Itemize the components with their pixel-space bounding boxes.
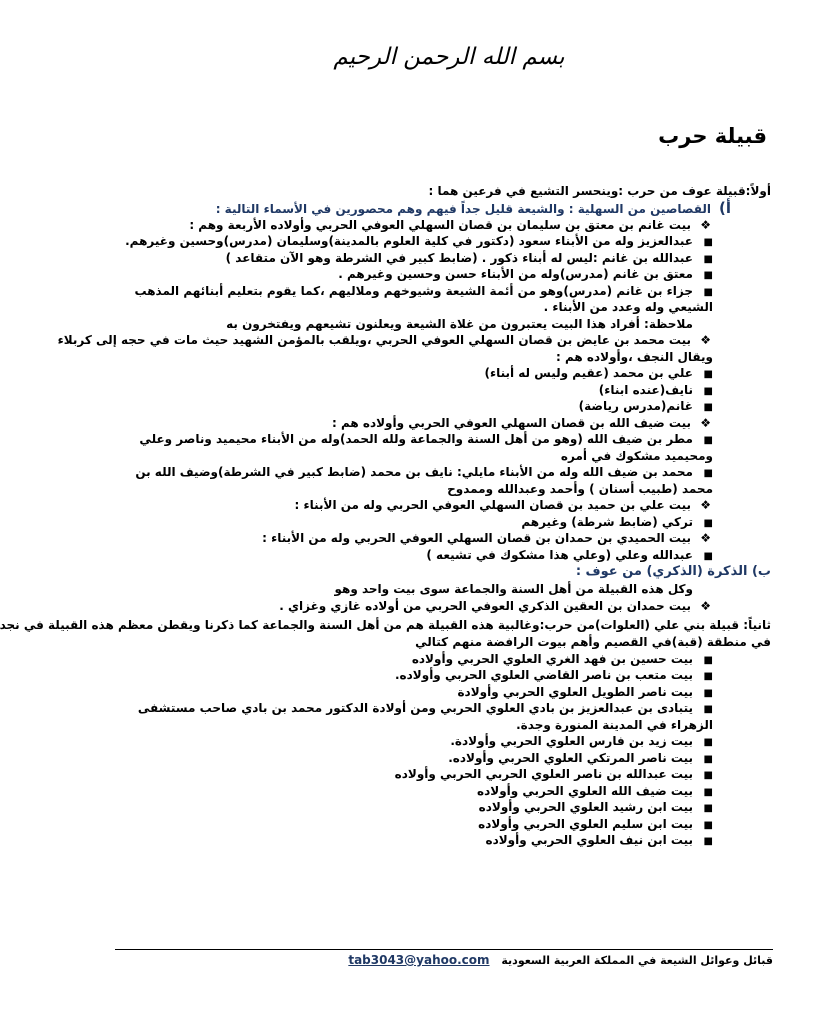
text-line — [125, 431, 771, 448]
square-bullet-icon: ■ — [703, 704, 713, 715]
line-text: في منطقة (قبة)في القصيم وأهم بيوت الرافضة منهم كتالي — [415, 635, 771, 649]
square-bullet-icon: ■ — [703, 819, 713, 831]
text-line — [125, 200, 771, 217]
text-line — [125, 816, 771, 833]
line-text: جزاء بن غانم (مدرس)وهو من أئمة الشيعة وشيوخهم وملاليهم ،كما يقوم بتعليم أبنائهم المذهب — [134, 283, 693, 298]
square-bullet-icon: ■ — [703, 253, 713, 265]
line-text: بيت ضيف الله العلوي الحربي وأولاده — [477, 783, 693, 798]
square-bullet-icon: ■ — [703, 468, 713, 479]
square-bullet-icon: ■ — [703, 671, 713, 682]
line-text: نايف(عنده ابناء) — [598, 382, 693, 397]
square-bullet-icon: ■ — [703, 836, 713, 847]
square-bullet-icon: ■ — [703, 385, 713, 397]
text-line — [125, 481, 771, 498]
line-text: بيت ناصر الطويل العلوي الحربي وأولادة — [457, 684, 693, 699]
line-text: عبدالله وعلي (وعلي هذا مشكوك في تشيعه ) — [426, 547, 693, 562]
text-line — [125, 464, 771, 481]
line-text: محمد بن ضيف الله وله من الأبناء مايلي: نايف بن محمد (ضابط كبير في الشرطة)وضيف الله بن — [135, 465, 693, 479]
text-line — [125, 365, 771, 382]
square-bullet-icon: ■ — [703, 402, 713, 413]
line-text: ثانياً: قبيلة بني علي (العلوات)من حرب:وغالبية هذه القبيلة هم من أهل السنة والجماعة كما ذكرنا ويقطن معظم هذه القبيلة في نجد — [0, 618, 771, 632]
text-line — [125, 448, 771, 465]
line-text: عبدالله بن غانم :ليس له أبناء ذكور . (ضابط كبير في الشرطة وهو الآن متقاعد ) — [225, 250, 693, 265]
text-line — [125, 233, 771, 250]
line-text: بيت محمد بن عايض بن قصان السهلي العوفي الحربي ،ويلقب بالمؤمن الشهيد حيث مات في حجه إلى كربلاء — [57, 333, 691, 347]
square-bullet-icon: ■ — [703, 687, 713, 699]
text-line — [125, 684, 771, 701]
text-line — [125, 217, 771, 234]
text-line — [125, 750, 771, 767]
footer-email-link[interactable]: tab3043@yahoo.com — [348, 953, 490, 967]
diamond-bullet-icon: ❖ — [700, 531, 711, 545]
square-bullet-icon: ■ — [703, 270, 713, 281]
line-text: بيت ابن رشيد العلوي الحربي وأولاده — [478, 800, 693, 814]
line-text: تركي (ضابط شرطة) وغيرهم — [521, 514, 693, 529]
square-bullet-icon: ■ — [703, 753, 713, 765]
basmala-heading: بسم الله الرحمن الرحيم — [333, 44, 565, 70]
diamond-bullet-icon: ❖ — [700, 598, 711, 613]
line-text: بيت متعب بن ناصر القاضي العلوي الحربي وأولاده. — [395, 668, 693, 682]
line-text: ب) الذكرة (الذكري) من عوف : — [575, 564, 771, 579]
text-line — [125, 832, 771, 849]
line-text: غانم(مدرس رياضة) — [578, 399, 693, 413]
footer-text: قبائل وعوائل الشيعة في المملكة العربية السعودية — [501, 954, 773, 967]
text-line — [125, 299, 771, 316]
text-line — [125, 783, 771, 800]
line-text: ومحيميد مشكوك في أمره — [560, 448, 713, 463]
line-text: بيت عبدالله بن ناصر العلوي الحربي الحربي وأولاده — [394, 767, 693, 781]
line-text: الزهراء في المدينة المنورة وجدة. — [516, 717, 713, 732]
line-text: مطر بن ضيف الله (وهو من أهل السنة والجماعة ولله الحمد)وله من الأبناء محيميد وناصر وعلي — [139, 432, 693, 446]
square-bullet-icon: ■ — [703, 435, 713, 446]
diamond-bullet-icon: ❖ — [700, 333, 711, 347]
line-text: بيت غانم بن معتق بن سليمان بن قصان السهلي العوفي الحربي وأولاده الأربعة وهم : — [189, 217, 691, 232]
text-line — [125, 799, 771, 816]
text-line — [125, 514, 771, 531]
text-line — [125, 382, 771, 399]
text-line — [125, 598, 771, 615]
square-bullet-icon: ■ — [703, 550, 713, 562]
line-text: بيت ابن نيف العلوي الحربي وأولاده — [485, 833, 693, 847]
line-text: يتبادى بن عبدالعزيز بن بادي العلوي الحربي ومن أولادة الدكتور محمد بن بادي صاحب مستشفى — [137, 701, 693, 715]
text-line — [125, 316, 771, 333]
document-body — [0, 180, 771, 849]
text-line — [125, 766, 771, 783]
text-line — [125, 733, 771, 750]
line-text: علي بن محمد (عقيم وليس له أبناء) — [484, 366, 693, 380]
line-text: بيت ابن سليم العلوي الحربي وأولاده — [478, 816, 693, 831]
text-line — [125, 283, 771, 300]
line-text: بيت ناصر المرتكي العلوي الحربي وأولاده. — [448, 750, 693, 765]
line-text: بيت زيد بن فارس العلوي الحربي وأولادة. — [450, 734, 693, 748]
line-text: بيت علي بن حميد بن قصان السهلي العوفي الحربي وله من الأبناء : — [294, 498, 691, 512]
line-text: أولاً:قبيلة عوف من حرب :وينحسر التشيع في فرعين هما : — [428, 184, 771, 198]
text-line — [125, 563, 771, 581]
text-line — [125, 398, 771, 415]
text-line — [125, 667, 771, 684]
line-text: ملاحظة: أفراد هذا البيت يعتبرون من غلاة الشيعة ويعلنون تشيعهم ويفتخرون به — [226, 316, 693, 331]
line-text: وكل هذه القبيلة من أهل السنة والجماعة سوى بيت واحد وهو — [334, 582, 693, 596]
line-text: محمد (طبيب أسنان ) وأحمد وعبدالله وممدوح — [447, 481, 713, 496]
line-text: معتق بن غانم (مدرس)وله من الأبناء حسن وحسين وغيرهم . — [338, 267, 693, 281]
square-bullet-icon: ■ — [703, 369, 713, 380]
text-line — [125, 717, 771, 734]
footer — [348, 953, 773, 967]
text-line — [125, 700, 771, 717]
square-bullet-icon: ■ — [703, 654, 713, 666]
section-marker: أ) — [719, 199, 731, 217]
square-bullet-icon: ■ — [703, 286, 713, 298]
line-text: بيت ضيف الله بن قصان السهلي العوفي الحربي وأولاده هم : — [331, 415, 691, 430]
footer-rule — [115, 949, 773, 950]
square-bullet-icon: ■ — [703, 237, 713, 248]
line-text: ويقال النجف ،وأولاده هم : — [556, 349, 713, 364]
diamond-bullet-icon: ❖ — [700, 498, 711, 512]
text-line — [125, 497, 771, 514]
text-line — [125, 581, 771, 598]
text-line — [125, 530, 771, 547]
text-line — [125, 634, 771, 651]
diamond-bullet-icon: ❖ — [700, 217, 711, 232]
line-text: القصاصين من السهلية : والشيعة قليل جداً فيهم وهم محصورين في الأسماء التالية : — [215, 202, 711, 216]
square-bullet-icon: ■ — [703, 770, 713, 781]
line-text: الشيعي وله وعدد من الأبناء . — [543, 300, 713, 314]
text-line — [125, 547, 771, 564]
line-text: بيت حسين بن فهد الغري العلوي الحربي وأولاده — [411, 651, 693, 666]
text-line — [125, 266, 771, 283]
text-line — [125, 415, 771, 432]
line-text: بيت الحميدي بن حمدان بن قصان السهلي العوفي الحربي وله من الأبناء : — [262, 531, 691, 545]
diamond-bullet-icon: ❖ — [700, 415, 711, 430]
square-bullet-icon: ■ — [703, 517, 713, 529]
text-line — [57, 332, 771, 349]
square-bullet-icon: ■ — [703, 803, 713, 814]
text-line — [125, 182, 771, 200]
text-line — [0, 616, 771, 634]
line-text: بيت حمدان بن العقين الذكري العوفي الحربي من أولاده غازي وغزاي . — [279, 598, 691, 613]
square-bullet-icon: ■ — [703, 737, 713, 748]
text-line — [125, 349, 771, 366]
page-title: قبيلة حرب — [658, 124, 767, 148]
text-line — [125, 250, 771, 267]
square-bullet-icon: ■ — [703, 786, 713, 798]
line-text: عبدالعزيز وله من الأبناء سعود (دكتور في كلية العلوم بالمدينة)وسليمان (مدرس)وحسين وغيرهم. — [125, 234, 693, 248]
text-line — [125, 651, 771, 668]
